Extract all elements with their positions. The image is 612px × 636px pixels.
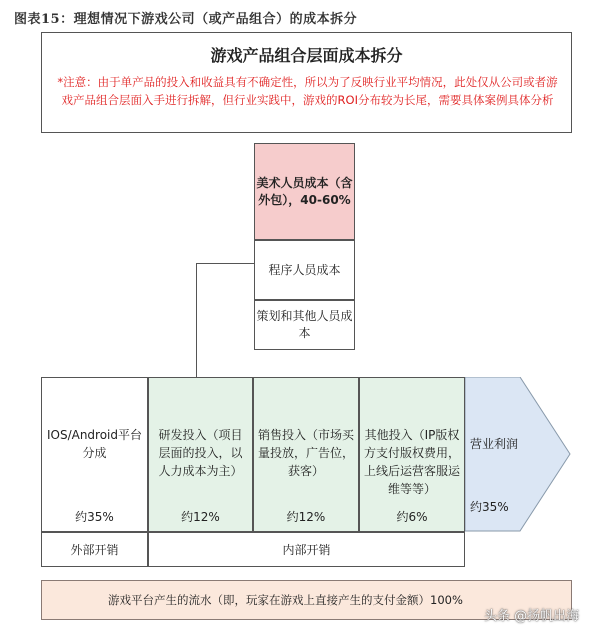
sales-investment-pct: 约12% — [286, 510, 326, 524]
watermark: 头条 @扬帆出海 — [484, 609, 580, 624]
program-personnel-label: 程序人员成本 — [268, 262, 341, 277]
note-title: 游戏产品组合层面成本拆分 — [210, 46, 403, 65]
planning-personnel-label: 策划和其他人员成本 — [256, 309, 353, 340]
other-investment-pct: 约6% — [396, 510, 428, 524]
profit-label: 营业利润 — [470, 437, 519, 451]
platform-share-label: IOS/Android平台分成 — [46, 428, 143, 460]
program-personnel-cost — [254, 240, 355, 300]
note-text: *注意：由于单产品的投入和收益具有不确定性，所以为了反映行业平均情况，此处仅从公司或者游戏产品组合层面入手进行拆解，但行业实践中，游戏的ROI分布较为长尾，需要具体案例具体分析 — [57, 75, 558, 107]
platform-share-pct: 约35% — [75, 510, 114, 524]
planning-personnel-cost — [254, 300, 355, 350]
art-personnel-cost — [254, 143, 355, 240]
total-revenue-label: 游戏平台产生的流水（即，玩家在游戏上直接产生的支付金额）100% — [108, 593, 463, 607]
other-investment-label: 其他投入（IP版权方支付版权费用，上线后运营客服运维等等） — [364, 428, 461, 496]
sales-investment-cell — [253, 377, 359, 532]
external-spend-label: 外部开销 — [41, 532, 148, 567]
connector-horizontal — [196, 263, 254, 264]
rd-investment-pct: 约12% — [181, 510, 220, 524]
rd-investment-cell — [148, 377, 253, 532]
connector-vertical — [196, 263, 197, 378]
figure-caption: 图表15：理想情况下游戏公司（或产品组合）的成本拆分 — [14, 12, 358, 27]
note-box — [41, 32, 572, 133]
platform-share-cell — [41, 377, 148, 532]
sales-investment-label: 销售投入（市场买量投放，广告位，获客） — [258, 428, 355, 478]
rd-investment-label: 研发投入（项目层面的投入，以人力成本为主） — [158, 428, 243, 478]
art-personnel-label: 美术人员成本（含外包），40-60% — [256, 175, 353, 207]
other-investment-cell — [359, 377, 465, 532]
internal-spend-label: 内部开销 — [148, 532, 465, 567]
profit-pct: 约35% — [470, 500, 509, 514]
